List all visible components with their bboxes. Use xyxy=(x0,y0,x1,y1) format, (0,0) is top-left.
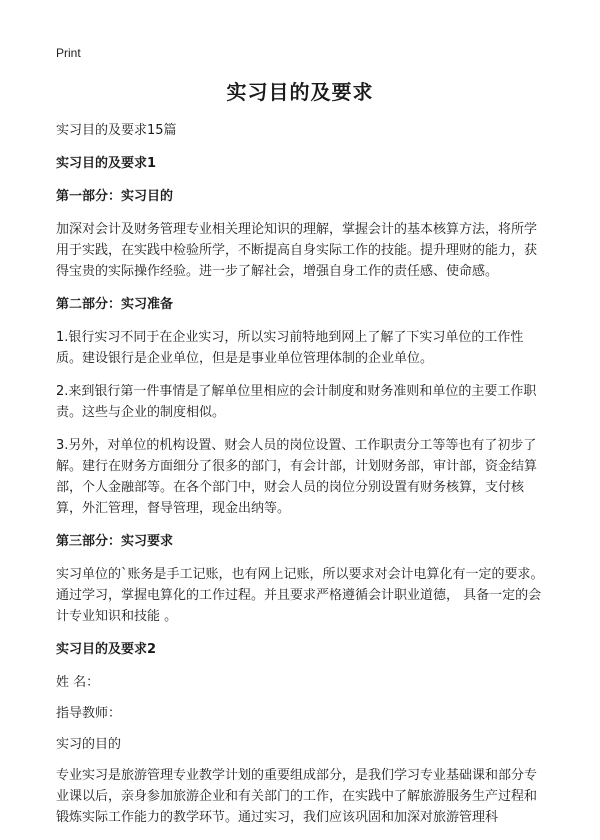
page-title: 实习目的及要求 xyxy=(226,80,374,104)
section1-heading: 实习目的及要求1 xyxy=(56,156,157,171)
part2-item-1: 1.银行实习不同于在企业实习，所以实习前特地到网上了解了下实习单位的工作性质。建设银行是企业单位，但是是事业单位管理体制的企业单位。 xyxy=(56,330,524,366)
part2-item-3: 3.另外，对单位的机构设置、财会人员的岗位设置、工作职责分工等等也有了初步了解。建行在财务方面细分了很多的部门，有会计部，计划财务部，审计部，资金结算部，个人金融部等。在各个部门中，财会人员的岗位分别设置有财务核算，支付核算，外汇管理，督导管理，现金出纳等。 xyxy=(56,438,538,516)
intro-text: 实习目的及要求15篇 xyxy=(56,123,177,138)
section2-heading: 实习目的及要求2 xyxy=(56,642,157,657)
teacher-label: 指导教师： xyxy=(56,706,122,721)
part3-heading: 第三部分：实习要求 xyxy=(56,534,174,549)
section2-paragraph: 专业实习是旅游管理专业教学计划的重要组成部分，是我们学习专业基础课和部分专业课以后，亲身参加旅游企业和有关部门的工作，在实践中了解旅游服务生产过程和锻炼实际工作能力的教学环节。通过实习，我们应该巩固和加深对旅游管理科 xyxy=(56,768,538,825)
part2-item-2: 2.来到银行第一件事情是了解单位里相应的会计制度和财务准则和单位的主要工作职责。这些与企业的制度相似。 xyxy=(56,384,537,420)
part3-paragraph: 实习单位的`账务是手工记账，也有网上记账，所以要求对会计电算化有一定的要求。通过学习，掌握电算化的工作过程。并且要求严格遵循会计职业道德， 具备一定的会计专业知识和技能 。 xyxy=(56,567,544,624)
purpose-label: 实习的目的 xyxy=(56,737,122,752)
name-label: 姓 名： xyxy=(56,675,100,690)
part1-paragraph: 加深对会计及财务管理专业相关理论知识的理解，掌握会计的基本核算方法，将所学用于实践，在实践中检验所学，不断提高自身实际工作的技能。提升理财的能力，获得宝贵的实际操作经验。进一步了解社会，增强自身工作的责任感、使命感。 xyxy=(56,222,538,279)
part1-heading: 第一部分：实习目的 xyxy=(56,189,174,204)
print-label: Print xyxy=(56,46,81,60)
part2-heading: 第二部分：实习准备 xyxy=(56,297,174,312)
document-body xyxy=(56,120,548,840)
